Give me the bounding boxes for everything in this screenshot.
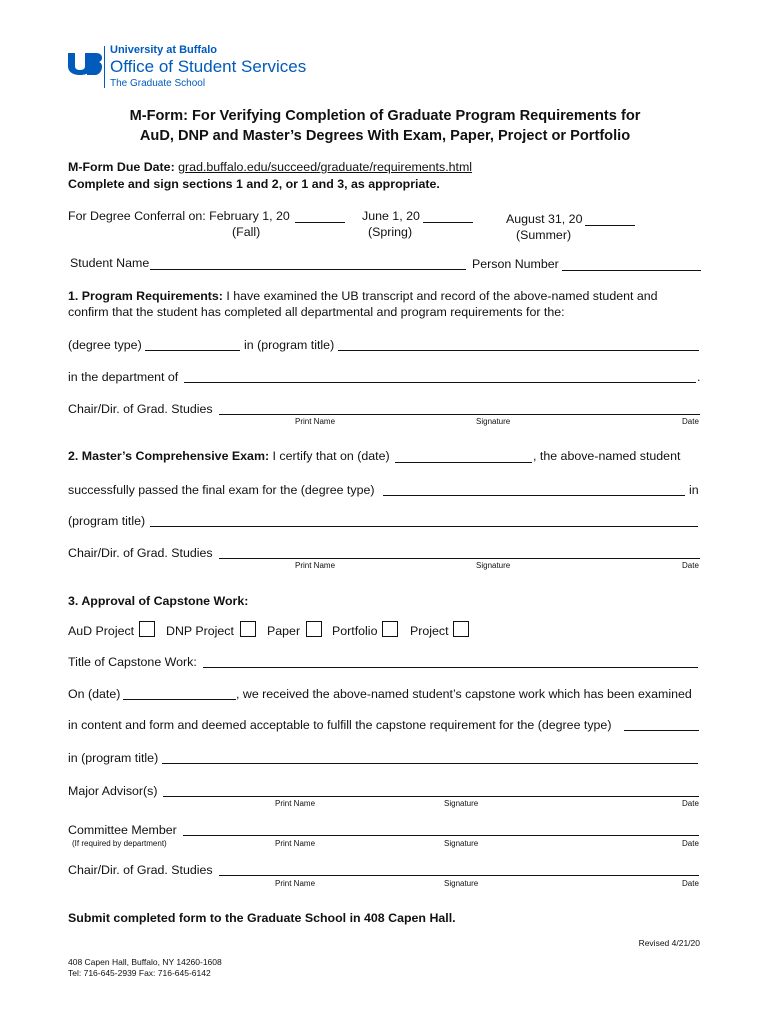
department-label: in the department of [68,370,179,384]
on-date-label: On (date) [68,687,121,701]
section1-text [68,289,658,303]
received-text: , we received the above-named student’s capstone work which has been examined [236,687,692,701]
conferral-label: For Degree Conferral on: February 1, 20 [68,209,290,223]
chair-label-3: Chair/Dir. of Grad. Studies [68,863,213,877]
due-date-row [68,160,472,174]
person-number-field[interactable] [562,256,701,271]
signature-caption: Signature [476,561,511,570]
february-year-field[interactable] [295,208,345,223]
exam-program-label: (program title) [68,514,146,528]
capstone-degree-field[interactable] [624,716,699,731]
person-number-label: Person Number [472,257,559,271]
exam-degree-field[interactable] [383,481,685,496]
section2-text-1: I certify that on (date) [269,449,390,463]
capstone-date-field[interactable] [123,685,236,700]
student-name-field[interactable] [150,255,466,270]
date-caption: Date [682,417,699,426]
if-required-caption: (If required by department) [72,839,167,848]
portfolio-label: Portfolio [332,624,378,638]
print-name-caption: Print Name [275,879,316,888]
portfolio-checkbox[interactable] [382,621,398,637]
dnp-project-checkbox[interactable] [240,621,256,637]
signature-caption: Signature [476,417,511,426]
revised-date: Revised 4/21/20 [638,938,700,948]
degree-type-field[interactable] [145,336,240,351]
program-title-label: in (program title) [244,338,335,352]
paper-checkbox[interactable] [306,621,322,637]
section2-heading: 2. Master’s Comprehensive Exam: [68,449,270,463]
date-caption: Date [682,879,699,888]
june-year-field[interactable] [423,208,473,223]
university-name: University at Buffalo [110,44,217,56]
section1-heading: 1. Program Requirements: [68,289,223,303]
submit-instruction: Submit completed form to the Graduate School in 408 Capen Hall. [68,911,456,925]
chair-label-2: Chair/Dir. of Grad. Studies [68,546,213,560]
aud-project-checkbox[interactable] [139,621,155,637]
phone-fax: Tel: 716-645-2939 Fax: 716-645-6142 [68,968,211,978]
summer-label: (Summer) [516,228,572,242]
form-title-line2: AuD, DNP and Master’s Degrees With Exam, Paper, Project or Portfolio [139,128,631,144]
chair-signature-field-2[interactable] [219,544,700,559]
exam-program-field[interactable] [150,512,698,527]
degree-type-label: (degree type) [68,338,142,352]
june-label: June 1, 20 [362,209,420,223]
section2-text-end: , the above-named student [533,449,681,463]
section1-text-2: confirm that the student has completed all departmental and program requirements for the: [68,305,565,319]
exam-date-field[interactable] [395,448,532,463]
due-date-label: M-Form Due Date: [68,160,175,174]
section2-text [68,449,390,463]
spring-label: (Spring) [368,225,413,239]
program-title-field[interactable] [338,336,699,351]
print-name-caption: Print Name [275,799,316,808]
project-label: Project [410,624,449,638]
dnp-project-label: DNP Project [166,624,234,638]
chair-label-1: Chair/Dir. of Grad. Studies [68,402,213,416]
capstone-options [68,621,488,639]
print-name-caption: Print Name [275,839,316,848]
committee-member-label: Committee Member [68,823,177,837]
logo-divider [104,46,105,88]
capstone-title-label: Title of Capstone Work: [68,655,197,669]
exam-in-label: in [689,483,699,497]
paper-label: Paper [267,624,301,638]
aud-project-label: AuD Project [68,624,135,638]
ub-logo-icon [68,53,102,75]
student-name-label: Student Name [70,256,150,270]
form-title-line1: M-Form: For Verifying Completion of Graduate Program Requirements for [129,108,641,124]
date-caption: Date [682,561,699,570]
requirements-link[interactable]: grad.buffalo.edu/succeed/graduate/requirements.html [178,160,473,174]
fall-label: (Fall) [232,225,261,239]
committee-member-field[interactable] [183,821,699,836]
department-field[interactable] [184,368,696,383]
chair-signature-field-3[interactable] [219,861,699,876]
signature-caption: Signature [444,799,479,808]
office-name: Office of Student Services [110,57,307,76]
date-caption: Date [682,799,699,808]
project-checkbox[interactable] [453,621,469,637]
major-advisor-field[interactable] [163,782,699,797]
section1-text-1: I have examined the UB transcript and record of the above-named student and [222,289,658,303]
print-name-caption: Print Name [295,417,336,426]
signature-caption: Signature [444,879,479,888]
department-period: . [697,370,701,384]
august-year-field[interactable] [585,211,635,226]
capstone-program-field[interactable] [162,749,698,764]
major-advisor-label: Major Advisor(s) [68,784,158,798]
august-label: August 31, 20 [506,212,583,226]
school-name: The Graduate School [110,78,206,89]
date-caption: Date [682,839,699,848]
signature-caption: Signature [444,839,479,848]
instructions: Complete and sign sections 1 and 2, or 1 and 3, as appropriate. [68,177,440,191]
content-text: in content and form and deemed acceptable to fulfill the capstone requirement for the (degree type) [68,718,612,732]
capstone-program-label: in (program title) [68,751,159,765]
address: 408 Capen Hall, Buffalo, NY 14260-1608 [68,957,222,967]
section3-heading: 3. Approval of Capstone Work: [68,594,249,608]
capstone-title-field[interactable] [203,653,698,668]
print-name-caption: Print Name [295,561,336,570]
exam-degree-label: successfully passed the final exam for the (degree type) [68,483,375,497]
chair-signature-field-1[interactable] [219,400,700,415]
